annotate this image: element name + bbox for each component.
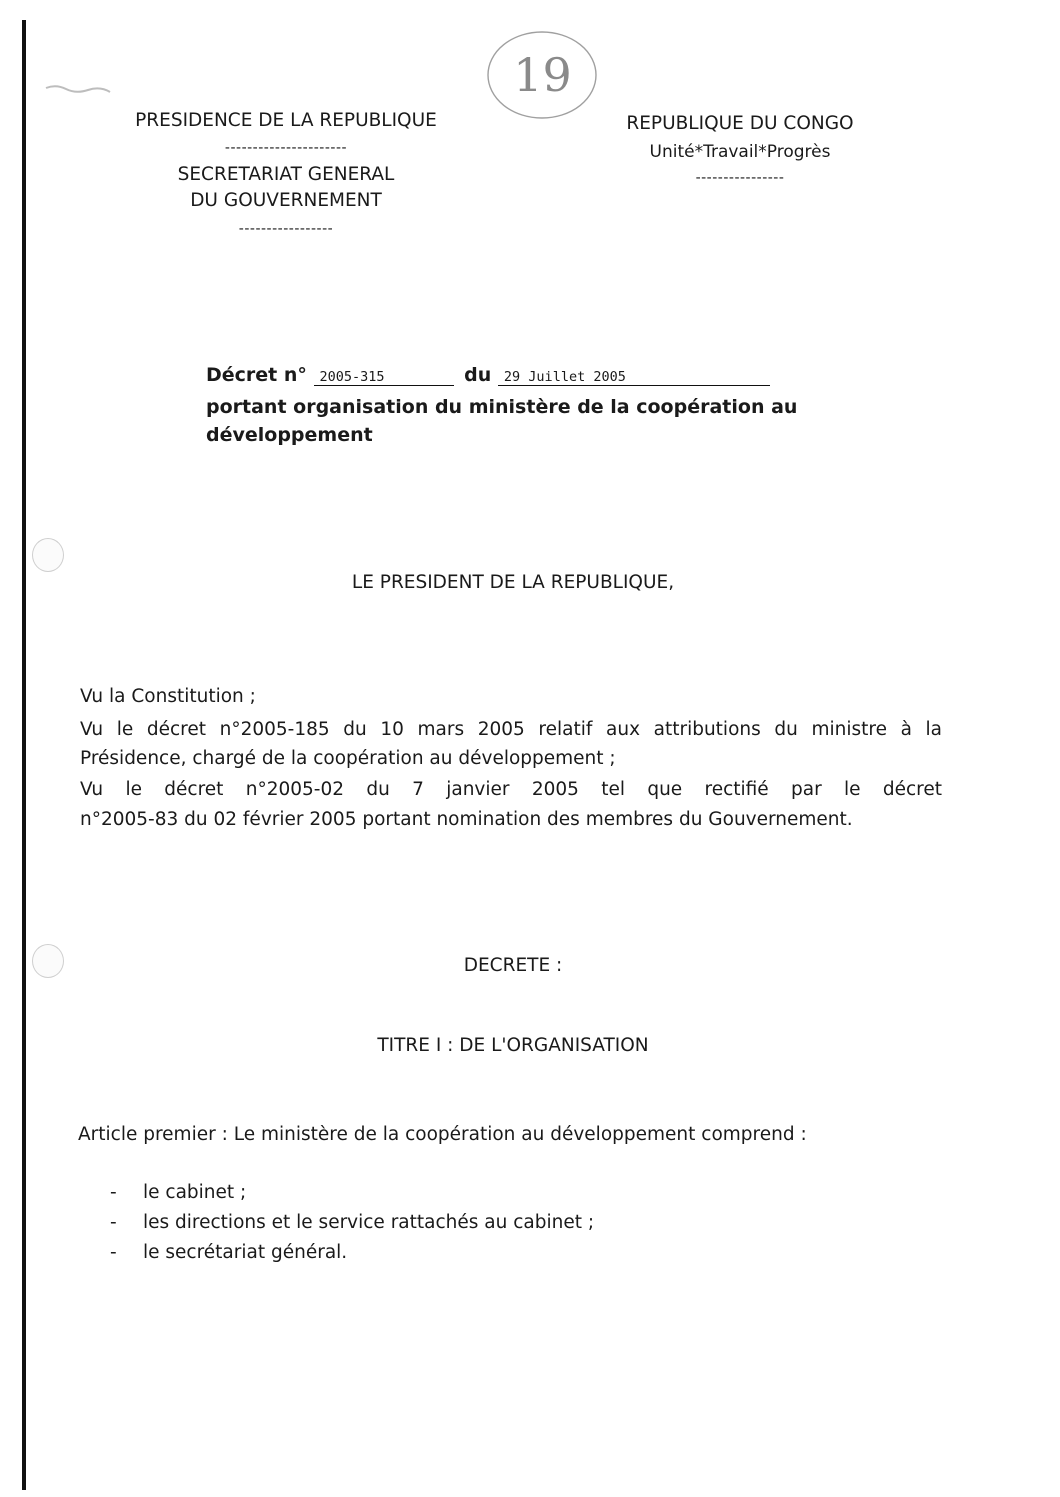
country-heading: REPUBLIQUE DU CONGO [626,113,854,134]
list-bullet: - [110,1182,117,1203]
president-heading: LE PRESIDENT DE LA REPUBLIQUE, [351,572,675,593]
consideration-constitution: Vu la Constitution ; [80,686,256,707]
list-item-text: le cabinet ; [143,1182,247,1203]
list-item [110,1212,594,1233]
gouvernement-heading: DU GOUVERNEMENT [190,190,382,211]
decree-number: 2005-315 [314,369,454,386]
presidence-heading: PRESIDENCE DE LA REPUBLIQUE [135,110,437,131]
ink-smudge [44,82,114,96]
decree-number-line [206,364,770,386]
list-item [110,1182,246,1203]
list-item [110,1242,347,1263]
punch-hole [32,944,64,978]
list-item-text: le secrétariat général. [143,1242,348,1263]
titre-heading: TITRE I : DE L'ORGANISATION [377,1035,649,1056]
header-separator: ---------------- [695,170,785,186]
header-separator: ----------------- [238,221,334,237]
secretariat-heading: SECRETARIAT GENERAL [177,164,395,185]
list-bullet: - [110,1242,117,1263]
list-item-text: les directions et le service rattachés au cabinet ; [143,1212,595,1233]
punch-hole [32,538,64,572]
article-text: Le ministère de la coopération au développement comprend : [233,1124,807,1145]
decree-subject-cont: développement [206,424,373,446]
decree-subject: portant organisation du ministère de la coopération au [206,396,798,418]
consideration-decree-02: Vu le décret n°2005-02 du 7 janvier 2005 tel que rectifié par le décret [80,779,942,800]
consideration-decree-185-cont: Présidence, chargé de la coopération au développement ; [80,748,616,769]
article-premier [78,1124,807,1145]
decrete-heading: DECRETE : [463,955,563,976]
list-bullet: - [110,1212,117,1233]
decree-du: du [464,364,492,386]
folio-stamp [485,28,600,120]
decree-date: 29 Juillet 2005 [498,369,770,386]
consideration-decree-185: Vu le décret n°2005-185 du 10 mars 2005 relatif aux attributions du ministre à la [80,719,942,740]
article-label: Article premier : [78,1124,228,1145]
decree-prefix: Décret n° [206,364,307,386]
folio-number: 19 [513,48,572,102]
motto: Unité*Travail*Progrès [649,142,831,162]
header-separator: ---------------------- [224,140,348,156]
consideration-decree-02-cont: n°2005-83 du 02 février 2005 portant nomination des membres du Gouvernement. [80,809,853,830]
scan-edge [22,20,26,1490]
